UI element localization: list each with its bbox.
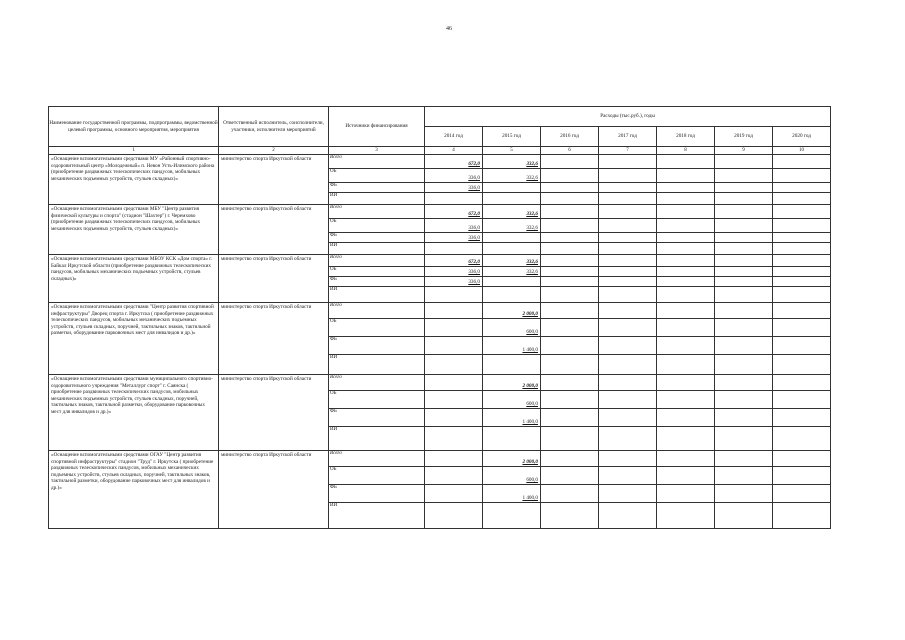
value-cell-2015 [483,427,541,451]
header-year: 2014 год [425,127,483,147]
value-cell-2020 [773,375,831,391]
value-cell-2019 [715,409,773,427]
value-cell-2018 [657,485,715,503]
value-cell-2017 [599,233,657,243]
index-cell: 10 [773,147,831,155]
measure-name: «Оснащение вспомогательными средствами МБОУ КСК «Дом спорта» г. Байкал Иркутской области (приобретение раздвижных телескопических пандусов, мобильных механических подъемных устройств, стульев складных)» [49,255,219,303]
measure-name: «Оснащение вспомогательными средствами МБУ "Центр развития физической культуры и спорта" (стадион "Шахтер") г. Черемхово (приобретение раздвижных телескопических пандусов, мобильных механических подъемных устройств, стульев складных)» [49,205,219,255]
header-year: 2017 год [599,127,657,147]
funding-source: ИИ [329,193,425,205]
funding-source: ИИ [329,503,425,529]
value-cell-2017 [599,427,657,451]
value-cell-2014 [425,319,483,337]
value-cell-2014 [425,219,483,233]
value-cell-2016 [541,193,599,205]
value-cell-2018 [657,355,715,375]
funding-source: Всего [329,255,425,267]
responsible-executor: министерство спорта Иркутской области [219,255,329,303]
value-text: 336,0 [468,225,480,232]
index-cell: 6 [541,147,599,155]
value-cell-2020 [773,287,831,303]
value-cell-2019 [715,485,773,503]
funding-source: ОБ [329,219,425,233]
value-cell-2019 [715,303,773,319]
value-cell-2015 [483,391,541,409]
value-cell-2014 [425,485,483,503]
funding-source: ИИ [329,287,425,303]
value-cell-2018 [657,467,715,485]
value-cell-2014 [425,155,483,169]
value-cell-2019 [715,337,773,355]
value-cell-2015 [483,375,541,391]
funding-source: Всего [329,205,425,219]
funding-source: ОБ [329,169,425,183]
value-cell-2016 [541,155,599,169]
value-cell-2020 [773,503,831,529]
value-cell-2014 [425,427,483,451]
value-cell-2019 [715,391,773,409]
table-row [49,451,831,467]
value-text: 332,6 [526,259,538,266]
value-cell-2016 [541,503,599,529]
value-cell-2016 [541,183,599,193]
responsible-executor: министерство спорта Иркутской области [219,451,329,529]
value-cell-2018 [657,287,715,303]
value-cell-2017 [599,169,657,183]
value-cell-2017 [599,205,657,219]
value-cell-2020 [773,485,831,503]
value-text: 600,0 [526,401,538,408]
header-year: 2015 год [483,127,541,147]
value-cell-2017 [599,485,657,503]
value-cell-2015 [483,303,541,319]
value-cell-2017 [599,277,657,287]
value-cell-2014 [425,303,483,319]
value-cell-2015 [483,193,541,205]
value-cell-2015 [483,277,541,287]
value-cell-2017 [599,375,657,391]
value-cell-2014 [425,355,483,375]
value-cell-2019 [715,287,773,303]
value-cell-2015 [483,255,541,267]
responsible-executor: министерство спорта Иркутской области [219,155,329,205]
value-cell-2015 [483,169,541,183]
value-cell-2014 [425,267,483,277]
funding-source: ФБ [329,277,425,287]
index-cell: 1 [49,147,219,155]
value-text: 336,0 [468,175,480,182]
funding-source: ИИ [329,243,425,255]
value-cell-2014 [425,169,483,183]
value-cell-2020 [773,169,831,183]
index-cell: 3 [329,147,425,155]
funding-source: ФБ [329,183,425,193]
value-cell-2020 [773,255,831,267]
value-cell-2017 [599,219,657,233]
value-cell-2020 [773,319,831,337]
financing-table [48,106,831,529]
value-cell-2019 [715,319,773,337]
table-row [49,205,831,219]
value-cell-2015 [483,287,541,303]
funding-source: ФБ [329,485,425,503]
value-cell-2015 [483,243,541,255]
value-cell-2018 [657,503,715,529]
value-cell-2014 [425,243,483,255]
value-cell-2018 [657,375,715,391]
value-cell-2016 [541,485,599,503]
funding-source: Всего [329,303,425,319]
value-cell-2018 [657,183,715,193]
index-cell: 5 [483,147,541,155]
header-responsible: Ответственный исполнитель, соисполнители, участники, исполнители мероприятий [219,107,329,147]
value-text: 332,6 [526,269,538,276]
value-cell-2015 [483,355,541,375]
value-cell-2016 [541,219,599,233]
value-cell-2018 [657,169,715,183]
value-cell-2020 [773,219,831,233]
value-cell-2015 [483,155,541,169]
value-cell-2018 [657,277,715,287]
value-cell-2014 [425,277,483,287]
funding-source: ОБ [329,391,425,409]
value-cell-2016 [541,303,599,319]
value-cell-2014 [425,193,483,205]
value-cell-2015 [483,503,541,529]
value-text: 600,0 [526,477,538,484]
value-cell-2018 [657,319,715,337]
value-cell-2017 [599,467,657,485]
value-cell-2016 [541,243,599,255]
value-cell-2016 [541,337,599,355]
value-cell-2020 [773,409,831,427]
value-cell-2019 [715,169,773,183]
value-cell-2016 [541,169,599,183]
index-cell: 9 [715,147,773,155]
value-cell-2016 [541,233,599,243]
value-cell-2014 [425,183,483,193]
value-cell-2018 [657,451,715,467]
value-cell-2017 [599,319,657,337]
value-cell-2019 [715,205,773,219]
header-year: 2020 год [773,127,831,147]
value-cell-2017 [599,391,657,409]
value-cell-2019 [715,267,773,277]
header-year: 2018 год [657,127,715,147]
header-expenses: Расходы (тыс.руб.), годы [425,107,831,127]
index-cell: 8 [657,147,715,155]
value-cell-2017 [599,287,657,303]
value-cell-2015 [483,183,541,193]
value-text: 672,0 [468,211,480,218]
index-cell: 4 [425,147,483,155]
funding-source: ФБ [329,233,425,243]
value-cell-2018 [657,205,715,219]
value-cell-2018 [657,267,715,277]
value-cell-2019 [715,155,773,169]
value-cell-2019 [715,427,773,451]
value-cell-2014 [425,337,483,355]
value-text: 1 400,0 [522,347,538,354]
value-text: 332,6 [526,175,538,182]
value-cell-2016 [541,205,599,219]
measure-name: «Оснащение вспомогательными средствами МУ «Районный спортивно-оздоровительный центр «Молодежный» п. Невон Усть-Илимского района (приобретение раздвижных телескопических пандусов, мобильных механических подъемных устройств, стульев складных)» [49,155,219,205]
index-cell: 7 [599,147,657,155]
value-cell-2016 [541,467,599,485]
value-cell-2017 [599,409,657,427]
measure-name: «Оснащение вспомогательными средствами "Центр развития спортивной инфраструктуры" Дворец спорта г. Иркутска ( приобретение раздвижных телескопических пандусов, мобильных механических подъемных устройств, стульев складных, поручней, тактильных знаков, тактильной разметки, оборудование парковочных мест для инвалидов и др.)» [49,303,219,375]
value-cell-2019 [715,243,773,255]
value-cell-2018 [657,155,715,169]
value-cell-2015 [483,451,541,467]
value-text: 336,0 [468,269,480,276]
value-cell-2019 [715,467,773,485]
value-cell-2016 [541,375,599,391]
value-cell-2016 [541,319,599,337]
value-cell-2020 [773,277,831,287]
value-cell-2014 [425,451,483,467]
value-cell-2014 [425,409,483,427]
value-cell-2017 [599,503,657,529]
value-cell-2020 [773,233,831,243]
value-cell-2018 [657,427,715,451]
funding-source: Всего [329,375,425,391]
value-cell-2020 [773,467,831,485]
value-cell-2015 [483,485,541,503]
value-cell-2020 [773,193,831,205]
value-cell-2017 [599,155,657,169]
value-text: 672,0 [468,259,480,266]
value-text: 332,6 [526,211,538,218]
value-cell-2019 [715,183,773,193]
funding-source: ОБ [329,467,425,485]
value-cell-2015 [483,337,541,355]
value-cell-2014 [425,375,483,391]
value-cell-2020 [773,205,831,219]
funding-source: Всего [329,451,425,467]
value-cell-2015 [483,233,541,243]
value-cell-2017 [599,193,657,205]
responsible-executor: министерство спорта Иркутской области [219,303,329,375]
value-cell-2018 [657,193,715,205]
value-cell-2015 [483,219,541,233]
value-cell-2019 [715,255,773,267]
value-text: 336,0 [468,279,480,286]
value-cell-2018 [657,409,715,427]
header-year: 2016 год [541,127,599,147]
value-cell-2020 [773,427,831,451]
table-row [49,375,831,391]
value-cell-2014 [425,391,483,409]
value-cell-2019 [715,355,773,375]
value-cell-2016 [541,287,599,303]
value-cell-2019 [715,277,773,287]
responsible-executor: министерство спорта Иркутской области [219,205,329,255]
value-cell-2020 [773,267,831,277]
value-cell-2017 [599,451,657,467]
value-text: 2 000,0 [522,459,538,466]
value-cell-2016 [541,277,599,287]
value-cell-2018 [657,243,715,255]
value-text: 1 400,0 [522,495,538,502]
value-text: 2 000,0 [522,383,538,390]
value-cell-2018 [657,391,715,409]
value-cell-2020 [773,243,831,255]
table-row [49,155,831,169]
value-cell-2015 [483,267,541,277]
value-cell-2017 [599,267,657,277]
header-source: Источники финансирования [329,107,425,147]
value-cell-2015 [483,205,541,219]
funding-source: ФБ [329,337,425,355]
value-cell-2020 [773,337,831,355]
value-text: 1 400,0 [522,419,538,426]
value-cell-2015 [483,319,541,337]
measure-name: «Оснащение вспомогательными средствами ОГАУ "Центр развития спортивной инфраструктуры" стадион "Труд" г. Иркутска ( приобретение раздвижных телескопических пандусов, мобильных механических подъемных устройств, стульев складных, поручней, тактильных знаков, тактильной разметки, оборудование парковочных мест для инвалидов и др.)» [49,451,219,529]
value-cell-2018 [657,255,715,267]
value-cell-2014 [425,467,483,485]
funding-source: ИИ [329,355,425,375]
value-text: 600,0 [526,329,538,336]
value-text: 332,6 [526,161,538,168]
value-cell-2020 [773,183,831,193]
value-cell-2019 [715,375,773,391]
responsible-executor: министерство спорта Иркутской области [219,375,329,451]
funding-source: ИИ [329,427,425,451]
value-cell-2020 [773,451,831,467]
value-cell-2017 [599,303,657,319]
value-cell-2019 [715,451,773,467]
value-cell-2017 [599,243,657,255]
value-cell-2016 [541,409,599,427]
funding-source: ОБ [329,267,425,277]
page-number: 46 [446,26,452,32]
value-cell-2019 [715,193,773,205]
value-cell-2016 [541,427,599,451]
value-cell-2020 [773,303,831,319]
value-cell-2014 [425,255,483,267]
table-row [49,303,831,319]
value-cell-2017 [599,255,657,267]
value-cell-2017 [599,337,657,355]
value-cell-2018 [657,303,715,319]
value-cell-2019 [715,503,773,529]
value-cell-2014 [425,233,483,243]
funding-source: ОБ [329,319,425,337]
table-row [49,255,831,267]
value-text: 672,0 [468,161,480,168]
funding-source: Всего [329,155,425,169]
value-cell-2018 [657,219,715,233]
value-cell-2016 [541,451,599,467]
value-cell-2020 [773,155,831,169]
value-cell-2017 [599,183,657,193]
index-cell: 2 [219,147,329,155]
header-name: Наименование государственной программы, подпрограммы, ведомственной целевой программы, основного мероприятия, мероприятия [49,107,219,147]
value-cell-2018 [657,233,715,243]
funding-source: ФБ [329,409,425,427]
value-cell-2014 [425,503,483,529]
value-cell-2014 [425,205,483,219]
value-text: 2 000,0 [522,311,538,318]
value-text: 332,6 [526,225,538,232]
measure-name: «Оснащение вспомогательными средствами муниципального спортивно-оздоровительного учреждения "Металлург спорт" г. Саянска ( приобретение раздвижных телескопических пандусов, мобильных механических подъемных устройств, стульев складных, поручней, тактильных знаков, тактильной разметки, оборудование парковочных мест для инвалидов и др.)» [49,375,219,451]
value-cell-2017 [599,355,657,375]
value-cell-2014 [425,287,483,303]
value-cell-2016 [541,255,599,267]
value-text: 336,0 [468,235,480,242]
value-cell-2019 [715,233,773,243]
value-cell-2020 [773,355,831,375]
value-cell-2016 [541,267,599,277]
value-cell-2020 [773,391,831,409]
value-cell-2016 [541,391,599,409]
header-year: 2019 год [715,127,773,147]
value-cell-2019 [715,219,773,233]
value-text: 336,0 [468,185,480,192]
value-cell-2015 [483,467,541,485]
value-cell-2015 [483,409,541,427]
value-cell-2016 [541,355,599,375]
value-cell-2018 [657,337,715,355]
